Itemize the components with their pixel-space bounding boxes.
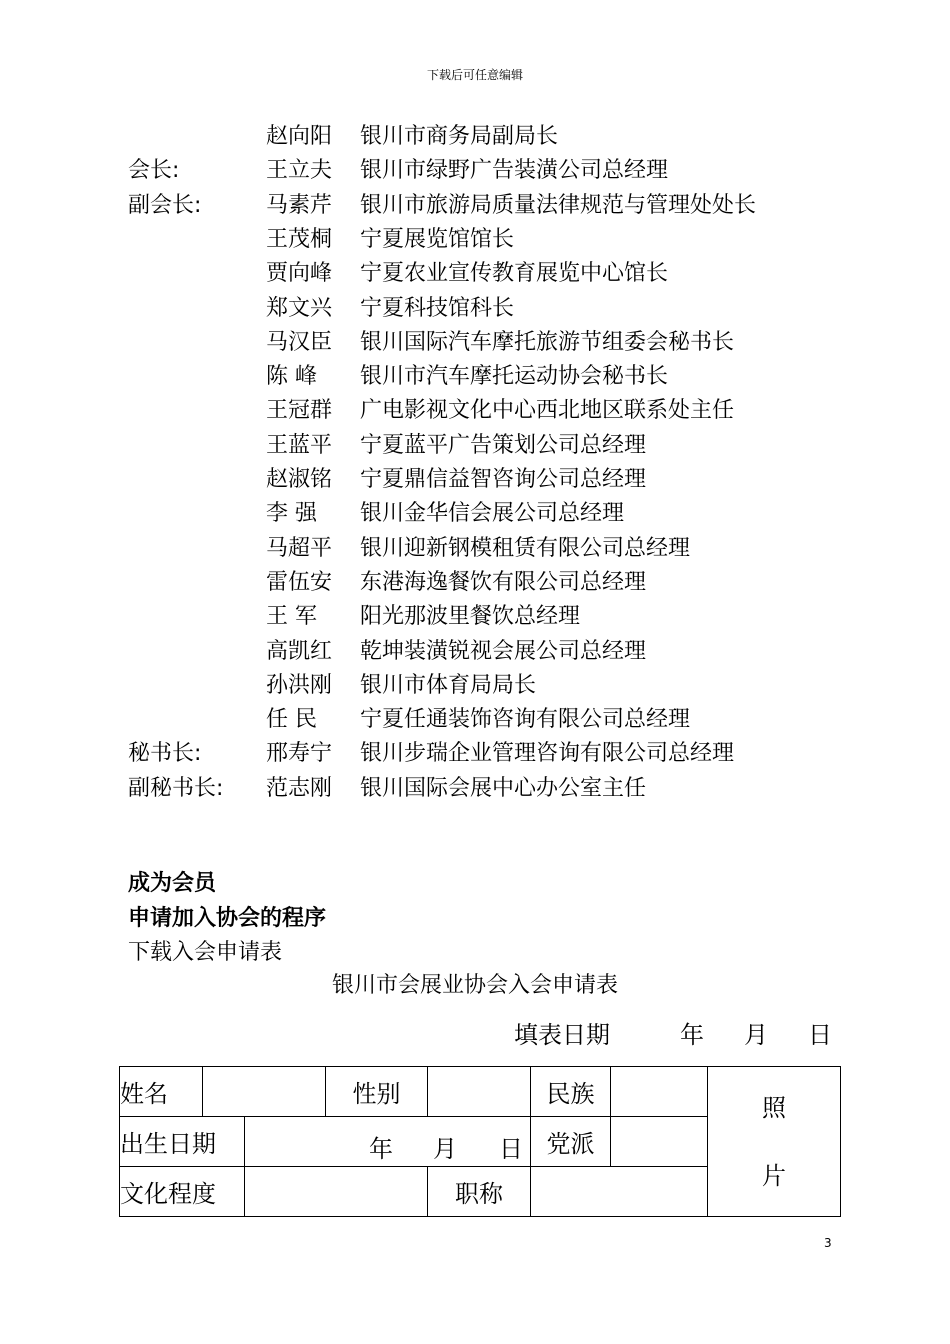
roster-org: 广电影视文化中心西北地区联系处主任 [360, 398, 735, 423]
download-form-link[interactable]: 下载入会申请表 [128, 940, 283, 965]
name-field[interactable] [203, 1067, 326, 1117]
roster-org: 宁夏蓝平广告策划公司总经理 [360, 433, 647, 458]
roster-org: 银川步瑞企业管理咨询有限公司总经理 [360, 741, 735, 766]
photo-char-2: 片 [762, 1161, 786, 1190]
roster-org: 银川市体育局局长 [360, 673, 537, 698]
roster-org: 银川市商务局副局长 [360, 124, 559, 149]
photo-char-1: 照 [762, 1093, 786, 1122]
party-field[interactable] [611, 1117, 708, 1167]
roster-name: 王冠群 [266, 398, 333, 423]
page-number: 3 [824, 1236, 832, 1250]
roster-name: 高凯红 [266, 639, 333, 664]
gender-label: 性别 [326, 1067, 428, 1117]
roster-name: 贾向峰 [266, 261, 333, 286]
form-title: 银川市会展业协会入会申请表 [331, 973, 618, 998]
name-label: 姓名 [120, 1067, 203, 1117]
fill-day-label: 日 [808, 1021, 832, 1049]
roster-name: 孙洪刚 [266, 673, 333, 698]
roster-org: 宁夏科技馆科长 [360, 296, 515, 321]
birth-day-label: 日 [499, 1135, 523, 1163]
roster-name: 李 强 [266, 501, 317, 526]
roster-org: 宁夏农业宣传教育展览中心馆长 [360, 261, 669, 286]
roster-org: 银川金华信会展公司总经理 [360, 501, 625, 526]
roster-org: 银川市汽车摩托运动协会秘书长 [360, 364, 669, 389]
ethnicity-field[interactable] [611, 1067, 708, 1117]
roster-name: 雷伍安 [266, 570, 333, 595]
section-heading-procedure: 申请加入协会的程序 [128, 906, 327, 931]
roster-name: 赵向阳 [266, 124, 333, 149]
roster-name: 马超平 [266, 536, 333, 561]
fill-date-label: 填表日期 [514, 1021, 610, 1049]
roster-org: 银川国际会展中心办公室主任 [360, 776, 647, 801]
roster-org: 宁夏展览馆馆长 [360, 227, 515, 252]
roster-org: 东港海逸餐饮有限公司总经理 [360, 570, 647, 595]
photo-box[interactable] [708, 1067, 841, 1217]
roster-name: 范志刚 [266, 776, 333, 801]
roster-name: 马素芹 [266, 193, 333, 218]
roster-org: 乾坤装潢锐视会展公司总经理 [360, 639, 647, 664]
gender-field[interactable] [428, 1067, 531, 1117]
birthdate-field[interactable] [245, 1117, 531, 1167]
roster-name: 王蓝平 [266, 433, 333, 458]
roster-org: 宁夏任通装饰咨询有限公司总经理 [360, 707, 691, 732]
ethnicity-label: 民族 [531, 1067, 611, 1117]
education-field[interactable] [245, 1167, 428, 1217]
page-header-note: 下载后可任意编辑 [426, 68, 523, 82]
birth-month-label: 月 [433, 1135, 457, 1163]
roster-name: 邢寿宁 [266, 741, 333, 766]
title-label: 职称 [428, 1167, 531, 1217]
roster-org: 银川国际汽车摩托旅游节组委会秘书长 [360, 330, 735, 355]
roster-org: 银川市绿野广告装潢公司总经理 [360, 158, 669, 183]
roster-role: 副会长: [128, 193, 202, 218]
roster-name: 任 民 [266, 707, 317, 732]
roster-name: 王立夫 [266, 158, 333, 183]
roster-org: 银川市旅游局质量法律规范与管理处处长 [360, 193, 757, 218]
roster-role: 会长: [128, 158, 180, 183]
birth-year-label: 年 [369, 1135, 393, 1163]
roster-name: 王 军 [266, 604, 317, 629]
roster-role: 秘书长: [128, 741, 202, 766]
roster-org: 宁夏鼎信益智咨询公司总经理 [360, 467, 647, 492]
birthdate-label: 出生日期 [120, 1117, 245, 1167]
application-form-table [119, 1066, 841, 1217]
roster-org: 阳光那波里餐饮总经理 [360, 604, 581, 629]
roster-org: 银川迎新钢模租赁有限公司总经理 [360, 536, 691, 561]
roster-name: 郑文兴 [266, 296, 333, 321]
roster-name: 王茂桐 [266, 227, 333, 252]
fill-year-label: 年 [680, 1021, 704, 1049]
roster-role: 副秘书长: [128, 776, 224, 801]
roster-name: 陈 峰 [266, 364, 317, 389]
fill-month-label: 月 [744, 1021, 768, 1049]
roster-name: 马汉臣 [266, 330, 333, 355]
party-label: 党派 [531, 1117, 611, 1167]
roster-name: 赵淑铭 [266, 467, 333, 492]
education-label: 文化程度 [120, 1167, 245, 1217]
section-heading-membership: 成为会员 [128, 871, 217, 896]
title-field[interactable] [531, 1167, 708, 1217]
